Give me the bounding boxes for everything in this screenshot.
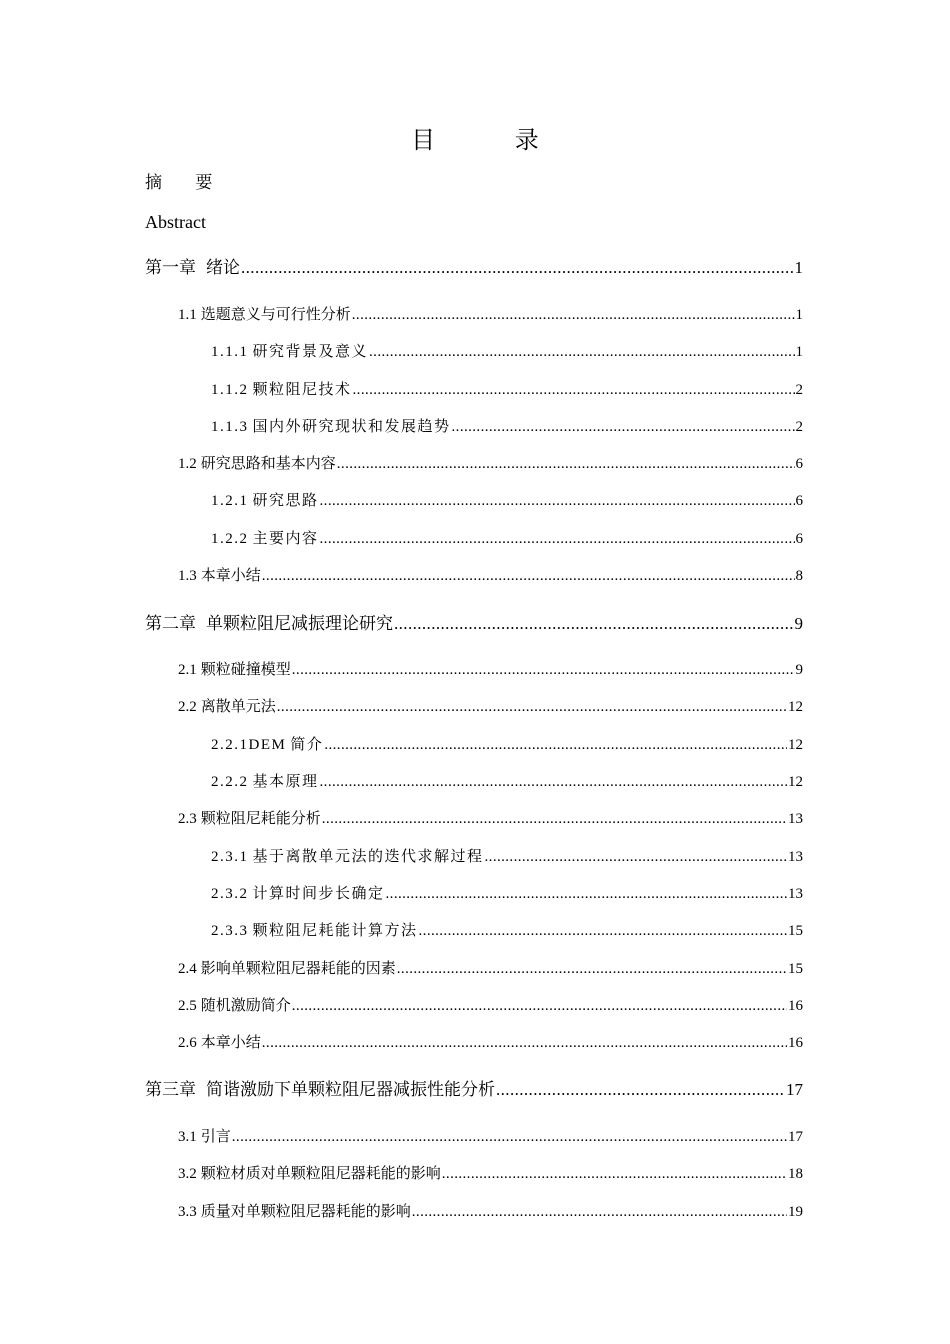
- toc-entry-2-2[interactable]: [178, 695, 803, 719]
- dot-leader: [292, 994, 787, 1018]
- toc-entry-2-3-2[interactable]: [211, 882, 803, 906]
- page-number: 2: [795, 419, 803, 435]
- dot-leader: [352, 303, 795, 327]
- toc-entry-label: 1.2 研究思路和基本内容: [178, 456, 336, 472]
- page-number: 8: [795, 568, 803, 584]
- dot-leader: [277, 695, 787, 719]
- dot-leader: [320, 770, 787, 794]
- toc-entry-label: 2.1 颗粒碰撞模型: [178, 662, 291, 678]
- toc-entry-label: 2.5 随机激励简介: [178, 998, 291, 1014]
- dot-leader: [412, 1200, 787, 1224]
- toc-entry-chapter-1[interactable]: [145, 256, 803, 280]
- toc-entry-2-3-1[interactable]: [211, 845, 803, 869]
- toc-entry-2-3[interactable]: [178, 807, 803, 831]
- toc-entry-label: 第三章 简谐激励下单颗粒阻尼器减振性能分析: [145, 1080, 495, 1100]
- page-number: 6: [795, 493, 803, 509]
- toc-entry-2-1[interactable]: [178, 658, 803, 682]
- dot-leader: [320, 527, 795, 551]
- toc-entry-1-1[interactable]: [178, 303, 803, 327]
- toc-entry-label: 2.2 离散单元法: [178, 699, 276, 715]
- toc-entry-label: 1.3 本章小结: [178, 568, 261, 584]
- toc-entry-3-2[interactable]: [178, 1162, 803, 1186]
- page-number: 13: [788, 886, 803, 902]
- toc-entry-2-3-3[interactable]: [211, 919, 803, 943]
- dot-leader: [320, 489, 795, 513]
- toc-entry-label: 2.4 影响单颗粒阻尼器耗能的因素: [178, 961, 396, 977]
- dot-leader: [397, 957, 787, 981]
- toc-entry-label: 2.2.1DEM 简介: [211, 737, 324, 753]
- page-number: 12: [788, 737, 803, 753]
- toc-entry-abstract-en[interactable]: Abstract: [145, 212, 206, 232]
- dot-leader: [369, 340, 794, 364]
- toc-entry-label: 1.2.1 研究思路: [211, 493, 319, 509]
- page-number: 16: [788, 998, 803, 1014]
- dot-leader: [419, 919, 787, 943]
- toc-entry-1-2-2[interactable]: [211, 527, 803, 551]
- toc-entry-1-1-1[interactable]: [211, 340, 803, 364]
- dot-leader: [322, 807, 787, 831]
- dot-leader: [394, 612, 794, 636]
- toc-entry-1-2[interactable]: [178, 452, 803, 476]
- toc-entry-1-1-2[interactable]: [211, 378, 803, 402]
- toc-entry-abstract-zh[interactable]: 摘 要: [145, 173, 227, 193]
- toc-entry-label: 2.6 本章小结: [178, 1035, 261, 1051]
- page-number: 13: [788, 811, 803, 827]
- page-number: 12: [788, 774, 803, 790]
- dot-leader: [496, 1078, 785, 1102]
- page-number: 9: [794, 614, 803, 633]
- toc-entry-label: 1.1.3 国内外研究现状和发展趋势: [211, 419, 451, 435]
- toc-entry-label: 2.3.1 基于离散单元法的迭代求解过程: [211, 849, 484, 865]
- dot-leader: [262, 1031, 787, 1055]
- toc-entry-label: 3.2 颗粒材质对单颗粒阻尼器耗能的影响: [178, 1166, 441, 1182]
- toc-entry-3-3[interactable]: [178, 1200, 803, 1224]
- dot-leader: [485, 845, 787, 869]
- toc-entry-chapter-3[interactable]: [145, 1078, 803, 1102]
- toc-entry-1-1-3[interactable]: [211, 415, 803, 439]
- toc-entry-1-2-1[interactable]: [211, 489, 803, 513]
- dot-leader: [452, 415, 795, 439]
- toc-entry-2-5[interactable]: [178, 994, 803, 1018]
- toc-entry-1-3[interactable]: [178, 564, 803, 588]
- page-number: 15: [788, 923, 803, 939]
- toc-entry-label: 3.1 引言: [178, 1129, 231, 1145]
- page-number: 2: [795, 382, 803, 398]
- toc-entry-label: 2.3.3 颗粒阻尼耗能计算方法: [211, 923, 418, 939]
- page-number: 19: [788, 1204, 803, 1220]
- page-number: 1: [794, 258, 803, 277]
- dot-leader: [241, 256, 794, 280]
- dot-leader: [262, 564, 795, 588]
- toc-entry-label: 3.3 质量对单颗粒阻尼器耗能的影响: [178, 1204, 411, 1220]
- dot-leader: [337, 452, 795, 476]
- toc-entry-3-1[interactable]: [178, 1125, 803, 1149]
- toc-entry-2-6[interactable]: [178, 1031, 803, 1055]
- toc-entry-label: 1.1 选题意义与可行性分析: [178, 307, 351, 323]
- toc-entry-2-2-1[interactable]: [211, 733, 803, 757]
- page-number: 17: [786, 1080, 803, 1099]
- toc-entry-label: 2.2.2 基本原理: [211, 774, 319, 790]
- dot-leader: [442, 1162, 787, 1186]
- toc-entry-label: 第一章 绪论: [145, 258, 240, 278]
- page-number: 18: [788, 1166, 803, 1182]
- dot-leader: [386, 882, 787, 906]
- page-number: 1: [795, 344, 803, 360]
- dot-leader: [324, 733, 787, 757]
- page-number: 6: [795, 456, 803, 472]
- dot-leader: [292, 658, 795, 682]
- toc-entry-2-4[interactable]: [178, 957, 803, 981]
- toc-entry-chapter-2[interactable]: [145, 612, 803, 636]
- page-number: 12: [788, 699, 803, 715]
- toc-entry-label: 2.3.2 计算时间步长确定: [211, 886, 385, 902]
- dot-leader: [232, 1125, 787, 1149]
- toc-entry-label: 第二章 单颗粒阻尼减振理论研究: [145, 614, 393, 634]
- page-number: 17: [788, 1129, 803, 1145]
- page-number: 16: [788, 1035, 803, 1051]
- toc-entry-label: 1.1.2 颗粒阻尼技术: [211, 382, 352, 398]
- page-title: 目 录: [411, 126, 575, 154]
- toc-entry-2-2-2[interactable]: [211, 770, 803, 794]
- toc-entry-label: 1.1.1 研究背景及意义: [211, 344, 369, 360]
- page-number: 15: [788, 961, 803, 977]
- page-number: 1: [795, 307, 803, 323]
- page-number: 13: [788, 849, 803, 865]
- page-number: 9: [795, 662, 803, 678]
- toc-entry-label: 2.3 颗粒阻尼耗能分析: [178, 811, 321, 827]
- toc-entry-label: 1.2.2 主要内容: [211, 531, 319, 547]
- page-number: 6: [795, 531, 803, 547]
- dot-leader: [353, 378, 795, 402]
